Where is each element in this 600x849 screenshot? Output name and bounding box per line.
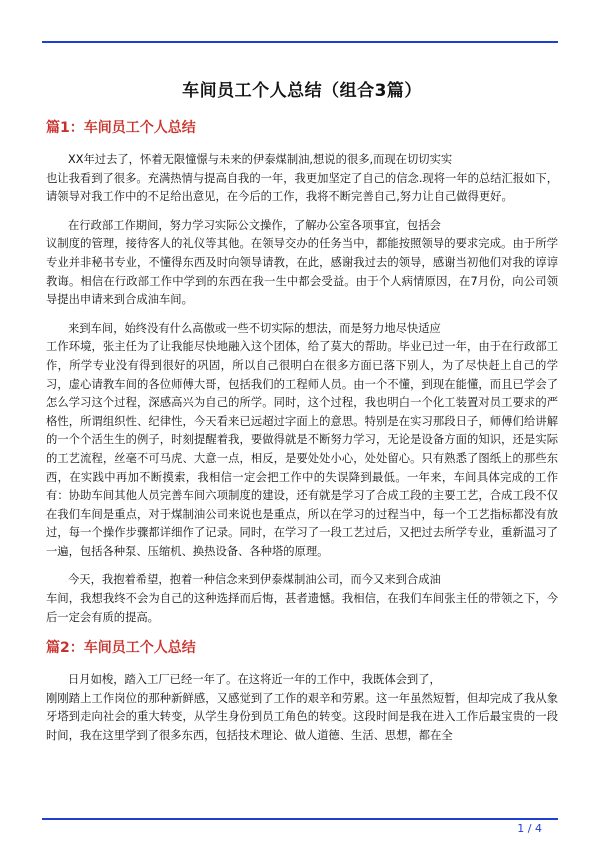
paragraph-first-line: 日月如梭，踏入工厂已经一年了。在这将近一年的工作中，我既体会到了， bbox=[68, 673, 441, 687]
paragraph bbox=[46, 217, 558, 310]
section-heading-1: 篇1：车间员工个人总结 bbox=[46, 120, 196, 136]
paragraph-body: 也让我看到了很多。充满热情与提高自我的一年，我更加坚定了自己的信念.现将一年的总结汇报如下，请领导对我工作中的不足给出意见，在今后的工作，我将不断完善自己,努力让自己做得更好。 bbox=[46, 171, 558, 204]
paragraph bbox=[46, 671, 558, 745]
paragraph bbox=[46, 320, 558, 562]
paragraph-body: 议制度的管理，接待客人的礼仪等其他。在领导交办的任务当中，都能按照领导的要求完成。由于所学专业并非秘书专业，不懂得东西及时向领导请教，在此，感谢我过去的领导，感谢当初他们对我的谆谆教诲。相信在行政部工作中学到的东西在我一生中都会受益。由于个人病情原因，在7月份，向公司领导提出申请来到合成油车间。 bbox=[46, 237, 558, 307]
header-rule bbox=[42, 41, 558, 43]
footer-rule bbox=[42, 818, 558, 820]
paragraph bbox=[46, 151, 558, 207]
paragraph-first-line: 来到车间，始终没有什么高傲或一些不切实际的想法，而是努力地尽快适应 bbox=[68, 321, 441, 335]
document-title: 车间员工个人总结（组合3篇） bbox=[182, 81, 422, 101]
paragraph-body: 车间，我想我终不会为自己的这种选择而后悔，甚者遗憾。我相信，在我们车间张主任的带领之下，今后一定会有质的提高。 bbox=[46, 592, 558, 624]
page-number: 1 / 4 bbox=[517, 822, 542, 835]
section-heading-2: 篇2：车间员工个人总结 bbox=[46, 640, 196, 657]
paragraph-body: 刚刚踏上工作岗位的那种新鲜感，又感觉到了工作的艰辛和劳累。这一年虽然短暂，但却完成了我从象牙塔到走向社会的重大转变，从学生身份到员工角色的转变。这段时间是我在进入工作后最宝贵的一段时间，我在这里学到了很多东西，包括技术理论、做人道德、生活、思想，都在全 bbox=[46, 691, 558, 743]
paragraph-first-line: 在行政部工作期间，努力学习实际公文操作，了解办公室各项事宜，包括会 bbox=[68, 218, 441, 232]
paragraph-first-line: 今天，我抱着希望，抱着一种信念来到伊泰煤制油公司，而今又来到合成油 bbox=[68, 573, 441, 587]
paragraph-first-line: XX年过去了，怀着无限憧憬与未来的伊泰煤制油,想说的很多,而现在切切实实 bbox=[68, 153, 453, 166]
document-page bbox=[46, 76, 558, 756]
paragraph bbox=[46, 571, 558, 627]
paragraph-body: 工作环境，张主任为了让我能尽快地融入这个团体，给了莫大的帮助。毕业已过一年，由于在行政部工作，所学专业没有得到很好的巩固，所以自己很明白在很多方面已落下别人，为了尽快赶上自己的学习，虚心请教车间的各位师傅大哥，包括我们的工程师人员。由一个不懂，到现在能懂，而且已学会了怎么学习这个过程，深感高兴为自己的所学。同时，这个过程，我也明白一个化工装置对员工要求的严格性，所谓组织性、纪律性，今天看来已远超过字面上的意思。特别是在实习那段日子，师傅们给讲解的一个个活生生的例子，时刻提醒着我，要做得就是不断努力学习，无论是设备方面的知识，还是实际的工艺流程，丝毫不可马虎、大意一点，相反，是要处处小心，处处留心。只有熟悉了图纸上的那些东西，在实践中再加不断摸索，我相信一定会把工作中的失误降到最低。一年来，车间具体完成的工作有：协助车间其他人员完善车间六项制度的建设，还有就是学习了合成工段的主要工艺，合成工段不仅在我们车间是重点，对于煤制油公司来说也是重点，所以在学习的过程当中，每一个工艺指标都没有放过，每一个操作步骤都详细作了记录。同时，在学习了一段工艺过后，又把过去所学专业，重新温习了一遍，包括各种泵、压缩机、换热设备、各种塔的原理。 bbox=[46, 340, 558, 558]
